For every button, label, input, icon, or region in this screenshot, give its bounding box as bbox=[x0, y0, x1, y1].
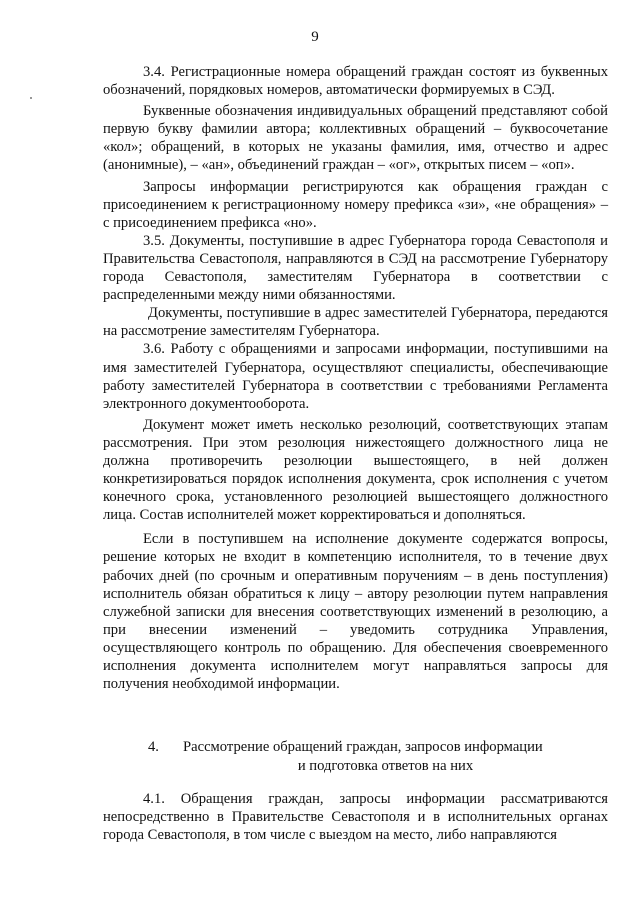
section-number: 4. bbox=[148, 739, 159, 755]
page-number: 9 bbox=[311, 29, 319, 45]
paragraph-deputy-documents: Документы, поступившие в адрес заместителей Губернатора, передаются на рассмотрение заместителям Губернатора. bbox=[103, 305, 608, 340]
document-body bbox=[103, 63, 608, 693]
paragraph-3-4: 3.4. Регистрационные номера обращений граждан состоят из буквенных обозначений, порядковых номеров, автоматически формируемых в СЭД. bbox=[103, 64, 608, 99]
paragraph-info-requests: Запросы информации регистрируются как обращения граждан с присоединением к регистрационному номеру префикса «зи», «не обращения» – с присоединением префикса «но». bbox=[103, 178, 608, 231]
paragraph-4-1: 4.1. Обращения граждан, запросы информации рассматриваются непосредственно в Правительстве Севастополя и в исполнительных органах города Севастополя, в том числе с выездом на место, либо направляются bbox=[103, 791, 608, 844]
paragraph-resolutions: Документ может иметь несколько резолюций, соответствующих этапам рассмотрения. При этом резолюция нижестоящего должностного лица не должна противоречить резолюции вышестоящего, в ней должен конкретизироваться порядок исполнения документа, срок исполнения с учетом конечного срока, установленного резолюцией вышестоящего должностного лица. Состав исполнителей может корректироваться и дополняться. bbox=[103, 416, 608, 524]
section-title-line-2: и подготовка ответов на них bbox=[297, 757, 474, 774]
section-4-heading bbox=[103, 738, 608, 775]
scan-speck bbox=[30, 97, 32, 99]
section-4-body bbox=[103, 790, 608, 844]
paragraph-3-6: 3.6. Работу с обращениями и запросами информации, поступившими на имя заместителей Губернатора, осуществляют специалисты, обеспечивающие работу заместителей Губернатора в соответствии с требованиями Регламента электронного документооборота. bbox=[103, 341, 608, 412]
section-title-line-1: Рассмотрение обращений граждан, запросов информации bbox=[183, 739, 543, 755]
paragraph-competence: Если в поступившем на исполнение документе содержатся вопросы, решение которых не входит в компетенцию исполнителя, то в течение двух рабочих дней (по срочным и оперативным поручениям – в день поступления) исполнитель обязан обратиться к лицу – автору резолюции путем направления служебной записки для внесения соответствующих изменений в резолюцию, а при внесении изменений – уведомить сотрудника Управления, осуществляющего контроль по обращению. Для обеспечения своевременного исполнения документа исполнителем могут направляться запросы для получения необходимой информации. bbox=[103, 531, 608, 693]
paragraph-letter-codes: Буквенные обозначения индивидуальных обращений представляют собой первую букву фамилии автора; коллективных обращений – буквосочетание «кол»; обращений, в которых не указаны фамилия, имя, отчество и адрес (анонимные), – «ан», объединений граждан – «ог», открытых писем – «оп». bbox=[103, 103, 608, 174]
paragraph-3-5: 3.5. Документы, поступившие в адрес Губернатора города Севастополя и Правительства Севастополя, направляются в СЭД на рассмотрение Губернатору города Севастополя, заместителям Губернатора в соответствии с распределенными между ними обязанностями. bbox=[103, 232, 608, 304]
